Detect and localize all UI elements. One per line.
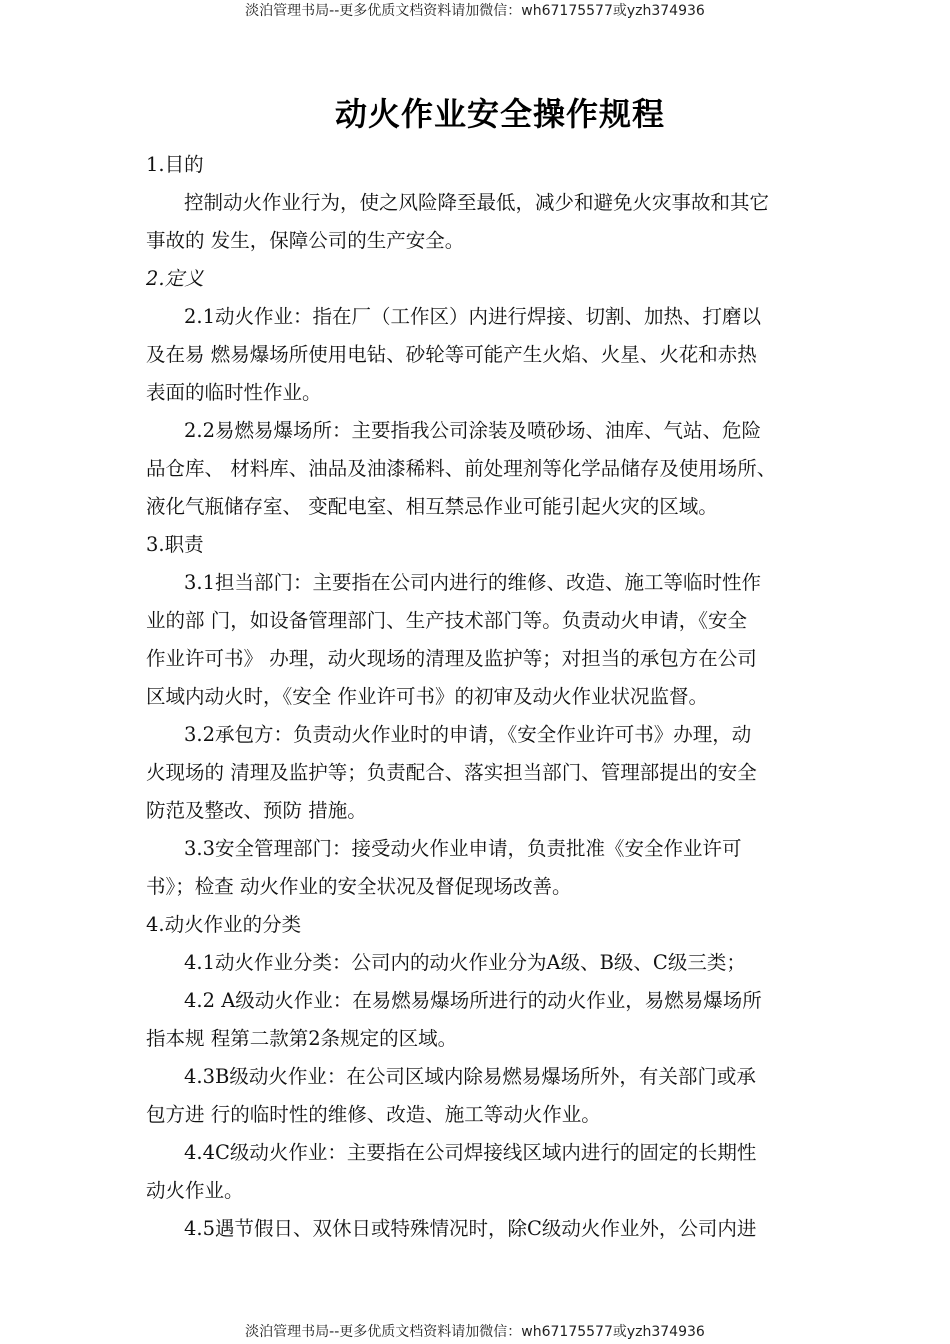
- paragraph-line: 业的部 门，如设备管理部门、生产技术部门等。负责动火申请，《安全: [146, 609, 747, 632]
- paragraph-line: 作业许可书》 办理，动火现场的清理及监护等；对担当的承包方在公司: [146, 647, 757, 670]
- paragraph-line: 指本规 程第二款第2条规定的区域。: [146, 1027, 458, 1050]
- paragraph-line: 火现场的 清理及监护等；负责配合、落实担当部门、管理部提出的安全: [146, 761, 757, 784]
- paragraph-line: 区域内动火时，《安全 作业许可书》的初审及动火作业状况监督。: [146, 685, 708, 708]
- paragraph-line: 4.4C级动火作业：主要指在公司焊接线区域内进行的固定的长期性: [184, 1141, 757, 1164]
- paragraph-line: 4.3B级动火作业：在公司区域内除易燃易爆场所外，有关部门或承: [184, 1065, 756, 1088]
- paragraph-line: 书》；检查 动火作业的安全状况及督促现场改善。: [146, 875, 572, 898]
- paragraph-line: 2.2易燃易爆场所：主要指我公司涂装及喷砂场、油库、气站、危险: [184, 419, 762, 442]
- document-body: [146, 146, 866, 1248]
- paragraph-line: 动火作业。: [146, 1179, 244, 1202]
- paragraph-line: 控制动火作业行为，使之风险降至最低，减少和避免火灾事故和其它: [184, 191, 770, 214]
- paragraph-line: 包方进 行的临时性的维修、改造、施工等动火作业。: [146, 1103, 601, 1126]
- bottom-watermark: 淡泊管理书局--更多优质文档资料请加微信：wh67175577或yzh374936: [245, 1324, 705, 1340]
- paragraph-line: 3.3安全管理部门：接受动火作业申请，负责批准《安全作业许可: [184, 837, 742, 860]
- paragraph-line: 事故的 发生，保障公司的生产安全。: [146, 229, 465, 252]
- paragraph-line: 防范及整改、预防 措施。: [146, 799, 367, 822]
- paragraph-line: 4.1动火作业分类：公司内的动火作业分为A级、B级、C级三类；: [184, 951, 746, 974]
- paragraph-line: 品仓库、 材料库、油品及油漆稀料、前处理剂等化学品储存及使用场所、: [146, 457, 777, 480]
- paragraph-line: 液化气瓶储存室、 变配电室、相互禁忌作业可能引起火灾的区域。: [146, 495, 718, 518]
- section-heading-purpose: 1.目的: [146, 153, 204, 176]
- section-heading-definition: 2.定义: [146, 267, 204, 290]
- document-title: 动火作业安全操作规程: [334, 95, 665, 133]
- paragraph-line: 4.2 A级动火作业：在易燃易爆场所进行的动火作业，易燃易爆场所: [184, 989, 762, 1012]
- paragraph-line: 3.1担当部门：主要指在公司内进行的维修、改造、施工等临时性作: [184, 571, 762, 594]
- paragraph-line: 4.5遇节假日、双休日或特殊情况时，除C级动火作业外，公司内进: [184, 1217, 757, 1240]
- section-heading-classification: 4.动火作业的分类: [146, 913, 302, 936]
- top-watermark: 淡泊管理书局--更多优质文档资料请加微信：wh67175577或yzh374936: [245, 3, 705, 19]
- paragraph-line: 3.2承包方：负责动火作业时的申请，《安全作业许可书》办理，动: [184, 723, 752, 746]
- section-heading-responsibilities: 3.职责: [146, 533, 204, 556]
- paragraph-line: 2.1动火作业：指在厂（工作区）内进行焊接、切割、加热、打磨以: [184, 305, 762, 328]
- paragraph-line: 及在易 燃易爆场所使用电钻、砂轮等可能产生火焰、火星、火花和赤热: [146, 343, 757, 366]
- paragraph-line: 表面的临时性作业。: [146, 381, 322, 404]
